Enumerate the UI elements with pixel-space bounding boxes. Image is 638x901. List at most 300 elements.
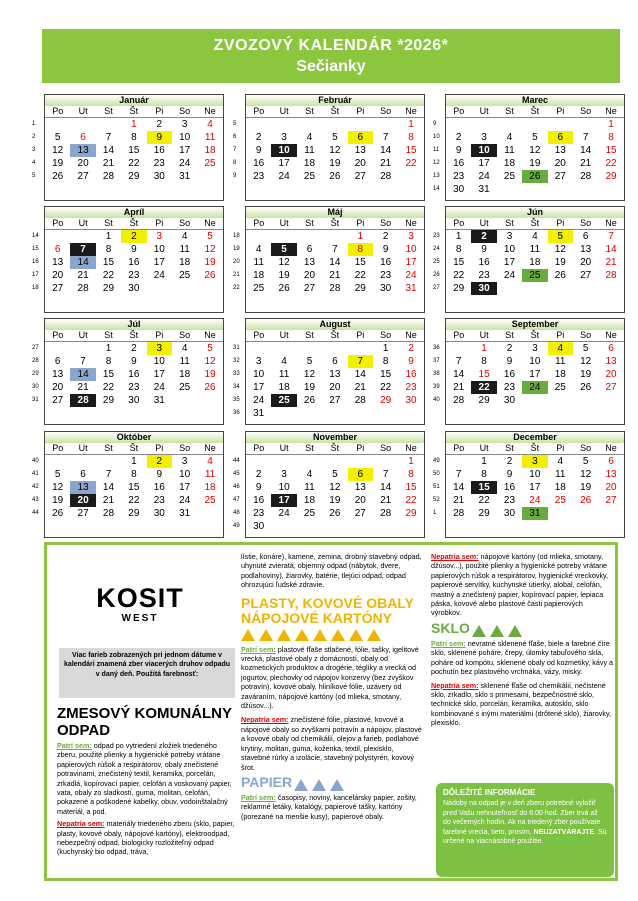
day-cell: 22 xyxy=(128,158,140,169)
week-number: 1 xyxy=(32,121,36,127)
week-row xyxy=(246,118,424,131)
week-number: 49 xyxy=(433,458,440,464)
day-cell xyxy=(573,118,598,131)
day-header: Ut xyxy=(479,330,489,340)
day-cell: 6 xyxy=(548,131,573,144)
calendar-title: ZVOZOVÝ KALENDÁR *2026* xyxy=(213,37,449,54)
week-numbers xyxy=(32,230,46,295)
day-cell: 15 xyxy=(405,145,417,156)
day-cell: 5 xyxy=(54,132,61,143)
day-cell: 21 xyxy=(453,382,465,393)
day-cell: 15 xyxy=(128,145,140,156)
month-9 xyxy=(44,431,224,538)
mid-top-text: lístie, konáre), kamene, zemina, drobný stavebný odpad, uhynuté zvieratá, objemný odpad (nábytok, dvere, podlahoviny), žiarovky, batérie, tlejúci odpad, odpad ohrozujúci ľudské zdravie. xyxy=(241,552,422,590)
day-cell xyxy=(398,520,423,533)
month-title: Marec xyxy=(446,95,624,106)
day-cell: 21 xyxy=(453,495,465,506)
day-cell: 29 xyxy=(102,395,115,406)
day-cell: 10 xyxy=(153,356,165,367)
week-number: 32 xyxy=(233,358,240,364)
day-header: St xyxy=(505,330,514,340)
week-row xyxy=(246,170,424,183)
week-row xyxy=(446,269,624,282)
day-cell xyxy=(322,455,347,468)
week-numbers xyxy=(32,118,46,183)
day-header: Pi xyxy=(155,218,164,228)
day-cell: 23 xyxy=(253,508,265,519)
paper-title: PAPIER xyxy=(241,773,293,790)
day-cell: 12 xyxy=(52,145,64,156)
week-row xyxy=(45,481,223,494)
day-cell: 19 xyxy=(204,257,216,268)
day-cell: 24 xyxy=(253,395,265,406)
day-cell: 10 xyxy=(278,482,290,493)
day-cell xyxy=(197,507,222,520)
day-cell: 28 xyxy=(102,508,115,519)
day-cell: 20 xyxy=(77,158,89,169)
day-cell: 4 xyxy=(306,469,313,480)
day-cell: 6 xyxy=(608,343,614,354)
day-header: So xyxy=(380,443,392,453)
day-cell: 24 xyxy=(405,270,417,281)
week-numbers xyxy=(233,118,247,183)
day-cell: 1 xyxy=(408,456,414,467)
day-cell: 1 xyxy=(357,231,364,242)
week-number: 45 xyxy=(233,471,240,477)
day-cell: 22 xyxy=(405,495,417,506)
paper-patri-label: Patrí sem: xyxy=(241,793,276,802)
day-cell: 22 xyxy=(354,270,366,281)
week-row xyxy=(446,183,624,196)
glass-patri-text: nevratné sklenené fľaše, biele a farebné číre sklo, sklenené poháre, črepy, úlomky tabuľového skla, poháre od kompótu, sklenené obaly od kozmetiky, kávy a pochutín bez plastového vrchnáka, vázy, misky. xyxy=(431,638,614,677)
day-cell: 27 xyxy=(354,171,366,182)
day-cell: 9 xyxy=(147,131,172,144)
recycle-icon xyxy=(508,625,522,637)
day-cell: 3 xyxy=(281,469,287,480)
day-cell: 5 xyxy=(306,356,313,367)
day-cell: 18 xyxy=(204,145,216,156)
day-cell: 18 xyxy=(503,158,516,169)
week-row xyxy=(446,256,624,269)
day-cell: 18 xyxy=(204,482,216,493)
day-cell xyxy=(297,520,322,533)
day-cell: 14 xyxy=(102,482,115,493)
day-header: So xyxy=(179,330,191,340)
plastic-patri-text: plastové fľaše stlačené, fólie, tašky, igelitové vrecká, plastové obaly z domácností, obaly od kozmetických produktov a drogérie, téglíky a vrecká od jogurtov, plechovky od nápojov konzervy (bez zvyškov potravín), kovové obaly, hliníkové fólie, uzávery od zaváraním, nápojové kartóny (od mlieka, smotany, džúsov...). xyxy=(241,644,419,711)
week-row xyxy=(45,282,223,295)
day-cell: 3 xyxy=(156,231,163,242)
day-cell: 11 xyxy=(304,145,315,156)
day-cell: 11 xyxy=(504,145,515,156)
day-cell xyxy=(70,118,95,131)
day-cell: 6 xyxy=(80,132,86,143)
day-cell: 3 xyxy=(281,132,287,143)
day-cell: 23 xyxy=(153,158,165,169)
day-cell: 26 xyxy=(204,382,216,393)
day-cell: 23 xyxy=(503,495,516,506)
week-row xyxy=(446,355,624,368)
day-cell: 25 xyxy=(204,158,216,169)
day-cell: 22 xyxy=(478,495,490,506)
day-header: So xyxy=(580,106,592,116)
day-header: Po xyxy=(453,443,465,453)
week-number: 9 xyxy=(233,173,237,179)
week-number: 18 xyxy=(233,233,240,239)
day-cell: 28 xyxy=(77,283,89,294)
day-cell: 25 xyxy=(179,382,191,393)
day-cell: 16 xyxy=(380,257,392,268)
day-cell: 25 xyxy=(503,171,516,182)
day-header: Ne xyxy=(605,443,617,453)
week-row xyxy=(446,118,624,131)
day-cell: 31 xyxy=(153,395,165,406)
day-header: Ne xyxy=(204,443,216,453)
plastic-recycle-icons xyxy=(241,629,424,641)
day-cell: 18 xyxy=(554,369,566,380)
day-header: So xyxy=(580,443,592,453)
day-cell xyxy=(598,183,623,196)
day-header: Št xyxy=(330,443,340,453)
day-cell: 11 xyxy=(529,244,541,255)
day-cell: 25 xyxy=(522,269,547,282)
day-cell: 22 xyxy=(128,495,140,506)
day-header: Št xyxy=(330,330,340,340)
day-cell xyxy=(446,118,471,131)
day-cell: 12 xyxy=(329,482,341,493)
day-cell: 1 xyxy=(382,343,389,354)
day-cell xyxy=(246,118,271,131)
week-row xyxy=(246,368,424,381)
glass-heading xyxy=(431,619,615,637)
day-cell: 31 xyxy=(179,508,191,519)
day-cell: 21 xyxy=(102,158,115,169)
day-header: Ut xyxy=(479,106,489,116)
day-cell: 12 xyxy=(329,145,341,156)
week-number: 9 xyxy=(433,121,437,127)
week-row xyxy=(246,481,424,494)
day-header: Ut xyxy=(279,106,289,116)
week-row xyxy=(246,131,424,144)
day-cell: 19 xyxy=(580,482,592,493)
day-header: Pi xyxy=(556,443,565,453)
day-header: Po xyxy=(253,443,265,453)
day-cell: 1 xyxy=(131,119,137,130)
day-cell: 25 xyxy=(303,171,316,182)
day-cell: 28 xyxy=(329,283,341,294)
day-cell: 20 xyxy=(354,495,366,506)
day-cell: 20 xyxy=(580,257,592,268)
day-cell: 14 xyxy=(453,482,465,493)
day-cell xyxy=(70,230,95,243)
day-cell: 16 xyxy=(405,369,417,380)
week-row xyxy=(45,157,223,170)
week-number: 14 xyxy=(433,186,440,192)
day-cell: 8 xyxy=(408,132,414,143)
day-cell: 16 xyxy=(503,482,516,493)
day-header: Št xyxy=(530,218,540,228)
day-cell: 31 xyxy=(179,171,191,182)
day-cell: 8 xyxy=(348,243,373,256)
week-row xyxy=(45,243,223,256)
day-header: Pi xyxy=(356,106,365,116)
week-row xyxy=(246,269,424,282)
paper-heading xyxy=(241,773,424,791)
week-number: 43 xyxy=(32,497,39,503)
day-cell: 28 xyxy=(453,395,465,406)
day-cell xyxy=(322,407,347,420)
day-cell xyxy=(522,183,547,196)
week-row xyxy=(45,381,223,394)
week-number: 3 xyxy=(32,147,36,153)
day-cell xyxy=(147,282,172,295)
day-header: Pi xyxy=(556,330,565,340)
day-header-row xyxy=(246,443,424,455)
month-7 xyxy=(245,318,425,425)
week-number: 40 xyxy=(433,397,440,403)
day-cell: 12 xyxy=(529,145,541,156)
day-cell: 19 xyxy=(554,257,566,268)
day-cell: 16 xyxy=(128,369,140,380)
important-text-1: Nádoby na odpad je v deň zberu potrebné vyložiť pred Vašu nehnuteľnosť do 6:00 hod. Zber trvá až do večerných hodín. Ak na triedený zber používate farebné vrecia, tieto, prosím, xyxy=(443,800,601,836)
day-cell: 25 xyxy=(271,394,296,407)
day-header: So xyxy=(380,106,392,116)
week-row xyxy=(246,520,424,533)
day-header: St xyxy=(104,330,113,340)
week-row xyxy=(446,381,624,394)
day-cell xyxy=(348,407,373,420)
week-row xyxy=(446,170,624,183)
day-cell: 4 xyxy=(207,456,213,467)
day-cell: 8 xyxy=(105,244,112,255)
week-row xyxy=(45,131,223,144)
important-bold: NEUZATVÁRAJTE xyxy=(533,828,595,836)
plastic-title-1: PLASTY, KOVOVÉ OBALY xyxy=(241,594,414,611)
day-cell: 2 xyxy=(506,343,513,354)
day-cell xyxy=(522,118,547,131)
week-number: 38 xyxy=(433,371,440,377)
day-header: Pi xyxy=(155,106,164,116)
day-cell: 24 xyxy=(478,171,490,182)
day-cell xyxy=(172,282,197,295)
day-header: St xyxy=(104,218,113,228)
day-header: Ne xyxy=(204,218,216,228)
day-cell: 22 xyxy=(453,270,465,281)
day-cell: 14 xyxy=(102,145,115,156)
day-cell: 24 xyxy=(278,171,290,182)
day-header: So xyxy=(580,330,592,340)
day-cell: 24 xyxy=(278,508,290,519)
day-cell: 7 xyxy=(382,469,389,480)
day-cell xyxy=(598,507,623,520)
day-cell xyxy=(45,342,70,355)
day-cell: 22 xyxy=(380,382,392,393)
day-cell: 16 xyxy=(478,257,490,268)
day-cell: 1 xyxy=(408,119,414,130)
day-cell xyxy=(598,282,623,295)
day-cell: 11 xyxy=(278,369,290,380)
week-number: 13 xyxy=(433,173,440,179)
day-cell xyxy=(172,394,197,407)
day-header: Pi xyxy=(556,218,565,228)
day-cell: 30 xyxy=(405,395,417,406)
day-cell: 20 xyxy=(303,270,316,281)
day-cell xyxy=(497,183,522,196)
week-row xyxy=(45,507,223,520)
day-header: Po xyxy=(52,443,64,453)
week-row xyxy=(45,269,223,282)
week-numbers xyxy=(233,230,247,295)
week-row xyxy=(45,170,223,183)
day-cell: 29 xyxy=(354,283,366,294)
day-cell xyxy=(271,118,296,131)
day-cell: 24 xyxy=(529,495,541,506)
week-row xyxy=(45,394,223,407)
day-cell: 25 xyxy=(179,270,191,281)
day-cell: 15 xyxy=(380,369,392,380)
day-cell: 10 xyxy=(405,244,417,255)
day-cell: 23 xyxy=(253,171,265,182)
day-cell: 29 xyxy=(102,283,115,294)
day-cell xyxy=(322,118,347,131)
day-cell xyxy=(246,342,271,355)
day-cell: 13 xyxy=(303,257,316,268)
day-cell: 20 xyxy=(605,369,617,380)
day-cell: 14 xyxy=(580,145,592,156)
week-row xyxy=(246,381,424,394)
day-cell xyxy=(271,230,296,243)
day-cell: 23 xyxy=(405,382,417,393)
day-cell: 8 xyxy=(455,244,462,255)
day-cell: 20 xyxy=(554,158,566,169)
day-cell: 1 xyxy=(481,343,487,354)
week-number: 14 xyxy=(32,233,39,239)
day-header: So xyxy=(179,106,191,116)
day-cell xyxy=(548,183,573,196)
day-cell xyxy=(271,407,296,420)
day-cell: 17 xyxy=(153,257,165,268)
day-header: Ut xyxy=(279,218,289,228)
color-note: Viac farieb zobrazených pri jednom dátume v kalendári znamená zber viacerých druhov odpadu v daný deň. Použitá farebnosť: xyxy=(59,648,235,698)
day-cell: 18 xyxy=(179,369,191,380)
day-header: St xyxy=(104,443,113,453)
day-cell: 13 xyxy=(605,356,617,367)
day-cell xyxy=(45,455,70,468)
day-header-row xyxy=(45,330,223,342)
day-cell: 17 xyxy=(271,494,296,507)
day-header: Po xyxy=(453,218,465,228)
week-row xyxy=(446,494,624,507)
day-cell: 28 xyxy=(354,395,366,406)
week-row xyxy=(45,230,223,243)
day-cell: 8 xyxy=(131,132,137,143)
day-cell: 23 xyxy=(453,171,465,182)
day-cell: 13 xyxy=(580,244,592,255)
day-cell: 7 xyxy=(80,356,86,367)
day-cell: 7 xyxy=(105,132,112,143)
week-row xyxy=(446,157,624,170)
day-cell xyxy=(522,394,547,407)
day-header-row xyxy=(446,218,624,230)
month-title: Január xyxy=(45,95,223,106)
week-row xyxy=(446,507,624,520)
day-header: Ne xyxy=(204,106,216,116)
day-header: Po xyxy=(52,218,64,228)
day-cell: 15 xyxy=(128,482,140,493)
day-cell xyxy=(548,507,573,520)
day-cell: 19 xyxy=(580,369,592,380)
day-cell: 27 xyxy=(77,171,89,182)
day-cell: 23 xyxy=(128,382,140,393)
week-number: 1 xyxy=(433,510,437,516)
day-cell: 26 xyxy=(329,508,341,519)
day-header: Ut xyxy=(279,443,289,453)
day-header: Ut xyxy=(78,330,88,340)
day-cell xyxy=(348,342,373,355)
day-cell: 21 xyxy=(354,382,366,393)
day-cell: 6 xyxy=(348,468,373,481)
day-cell: 9 xyxy=(255,482,262,493)
day-header: Št xyxy=(330,218,340,228)
month-3 xyxy=(44,206,224,313)
mixed-patri-text: odpad po vytriedení zložiek triedeného zberu, použité plienky a hygienické potreby vrátane papierových rúšok a respirátorov, obaly znečistené potravinami, znečistený textil, keramika, porcelán, zrkadlá, kopírovací papier, celofán a voskovaný papier, vata, obaly zo sladkostí, guma, molitan, celofán, pokazené a poškodené kabelky, obuv, vodoinštalačný materiál, a pod. xyxy=(57,741,232,816)
day-cell: 27 xyxy=(354,508,366,519)
month-4 xyxy=(245,206,425,313)
day-cell: 13 xyxy=(354,145,366,156)
day-cell: 11 xyxy=(179,356,190,367)
day-cell: 26 xyxy=(554,270,566,281)
month-0 xyxy=(44,94,224,201)
day-header-row xyxy=(45,218,223,230)
day-header: Ut xyxy=(479,218,489,228)
day-header: Ne xyxy=(605,330,617,340)
recycle-icon xyxy=(295,629,309,641)
day-cell: 12 xyxy=(278,257,290,268)
week-row xyxy=(446,481,624,494)
glass-title: SKLO xyxy=(431,619,470,636)
day-cell: 7 xyxy=(582,132,589,143)
day-cell: 11 xyxy=(253,257,264,268)
day-header: Št xyxy=(330,106,340,116)
day-cell: 27 xyxy=(52,395,64,406)
plastic-title-2: NÁPOJOVÉ KARTÓNY xyxy=(241,609,392,626)
day-header: Ne xyxy=(405,443,417,453)
day-cell xyxy=(398,170,423,183)
week-row xyxy=(446,468,624,481)
day-cell: 11 xyxy=(555,356,566,367)
day-cell: 27 xyxy=(52,283,64,294)
day-header-row xyxy=(246,330,424,342)
day-cell: 27 xyxy=(303,283,316,294)
day-cell: 5 xyxy=(207,343,213,354)
day-cell: 7 xyxy=(105,469,112,480)
day-cell: 17 xyxy=(478,158,490,169)
week-row xyxy=(45,118,223,131)
day-cell: 18 xyxy=(303,495,316,506)
day-cell: 14 xyxy=(380,482,392,493)
glass-nepatri-label: Nepatria sem: xyxy=(431,680,479,690)
week-row xyxy=(446,282,624,295)
day-cell xyxy=(297,455,322,468)
day-cell: 4 xyxy=(557,456,564,467)
day-cell: 1 xyxy=(131,456,137,467)
month-11 xyxy=(445,431,625,538)
day-cell: 6 xyxy=(608,456,614,467)
week-number: 36 xyxy=(433,345,440,351)
day-cell xyxy=(322,230,347,243)
day-cell: 15 xyxy=(354,257,366,268)
day-cell: 22 xyxy=(471,381,496,394)
day-cell: 16 xyxy=(153,482,165,493)
